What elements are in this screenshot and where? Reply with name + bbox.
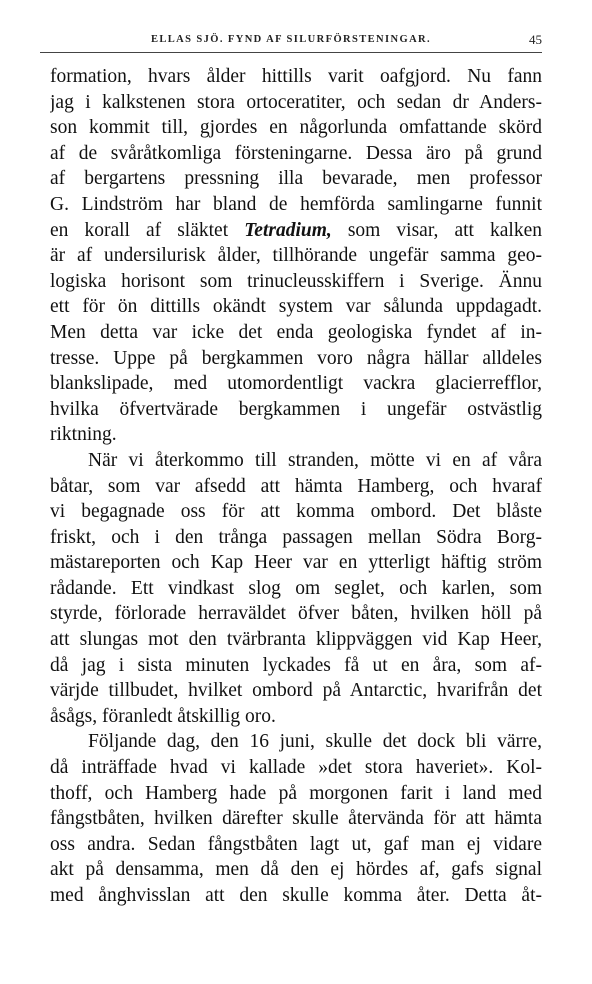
text-line: ett för ön dittills okändt system var sålunda uppdagadt. xyxy=(50,296,542,318)
text-line: åsågs, föranledt åtskillig oro. xyxy=(50,705,276,727)
text-line: båtar, som var afsedd att hämta Hamberg, och hvaraf xyxy=(50,475,542,497)
text-line: tresse. Uppe på bergkammen voro några hällar alldeles xyxy=(50,347,542,369)
text-line: att slungas mot den tvärbranta klippväggen vid Kap Heer, xyxy=(50,629,542,651)
text-line: blankslipade, med utomordentligt vackra glacierrefflor, xyxy=(50,373,542,395)
text-line: G. Lindström har bland de hemförda samlingarne funnit xyxy=(50,193,542,215)
text-line: af de svåråtkomliga försteningarne. Dessa äro på grund xyxy=(50,142,542,164)
running-header xyxy=(40,30,542,53)
text-line: Följande dag, den 16 juni, skulle det dock bli värre, xyxy=(88,731,542,753)
text-line xyxy=(50,218,542,244)
text-line: thoff, och Hamberg hade på morgonen farit i land med xyxy=(50,782,542,804)
text-line: jag i kalkstenen stora ortoceratiter, och sedan dr Anders- xyxy=(50,91,542,113)
text-line: rådande. Ett vindkast slog om seglet, och karlen, som xyxy=(50,577,542,599)
text-line: styrde, förlorade herraväldet öfver båten, hvilken höll på xyxy=(50,603,542,625)
text-line: mästareporten och Kap Heer var en ytterligt häftig ström xyxy=(50,552,542,574)
text-line: son kommit till, gjordes en någorlunda omfattande skörd xyxy=(50,117,542,139)
text-line: Men detta var icke det enda geologiska fyndet af in- xyxy=(50,321,542,343)
text-line: formation, hvars ålder hittills varit oafgjord. Nu fann xyxy=(50,66,542,87)
text-line: friskt, och i den trånga passagen mellan Södra Borg- xyxy=(50,526,542,548)
text-line: När vi återkommo till stranden, mötte vi en af våra xyxy=(88,449,542,471)
text-line: med ånghvisslan att den skulle komma åter. Detta åt- xyxy=(50,885,542,906)
text-line: akt på densamma, men då den ej hördes af, gafs signal xyxy=(50,859,542,881)
running-title: ELLAS SJÖ. FYND AF SILURFÖRSTENINGAR. xyxy=(150,34,432,45)
text-line: då inträffade hvad vi kallade »det stora haveriet». Kol- xyxy=(50,757,542,779)
text-line: då jag i sista minuten lyckades få ut en åra, som af- xyxy=(50,654,542,676)
text-line: logiska horisont som trinucleusskiffern i Sverige. Ännu xyxy=(50,270,542,292)
genus-name: Tetradium, xyxy=(244,219,332,241)
text-line: af bergartens pressning illa bevarade, men professor xyxy=(50,168,542,190)
text-line: oss andra. Sedan fångstbåten lagt ut, gaf man ej vidare xyxy=(50,833,542,855)
text-line: är af undersilurisk ålder, tillhörande ungefär samma geo- xyxy=(50,245,542,267)
page-number: 45 xyxy=(529,32,542,47)
text-line: vi begagnade oss för att komma ombord. Det blåste xyxy=(50,501,542,523)
text-line: värjde tillbudet, hvilket ombord på Antarctic, hvarifrån det xyxy=(50,680,542,702)
text-segment: som visar, att kalken xyxy=(331,219,542,241)
body-text xyxy=(50,64,542,909)
text-line: riktning. xyxy=(50,424,117,446)
text-segment: en korall af släktet xyxy=(50,219,245,241)
text-line: hvilka öfvertvärade bergkammen i ungefär ostvästlig xyxy=(50,398,542,420)
text-line: fångstbåten, hvilken därefter skulle återvända för att hämta xyxy=(50,808,542,830)
